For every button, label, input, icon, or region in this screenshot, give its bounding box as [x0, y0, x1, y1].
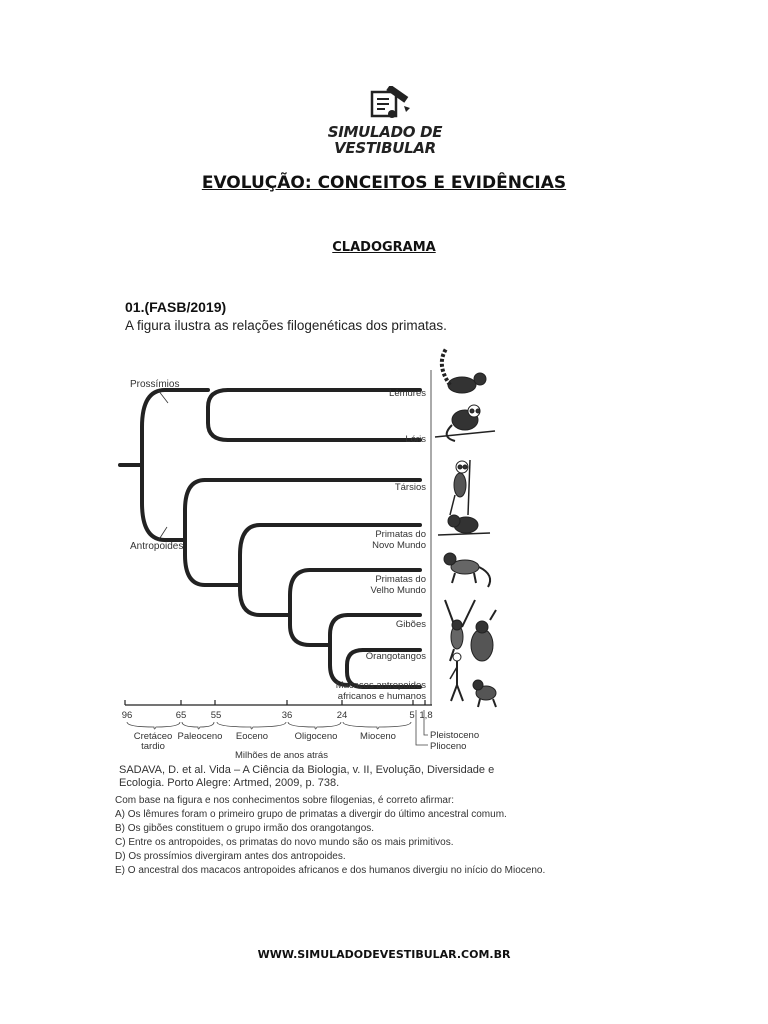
- logo-text-line1: SIMULADO DE: [327, 123, 443, 141]
- taxon-tarsiers: Társios: [394, 482, 426, 493]
- logo-text-line2: VESTIBULAR: [334, 139, 436, 157]
- group-label-anthropoids: Antropoides: [130, 541, 184, 552]
- tick-24: 24: [336, 710, 348, 721]
- page-title: EVOLUÇÃO: CONCEITOS E EVIDÊNCIAS: [201, 173, 567, 193]
- orangutan-icon: [471, 610, 496, 661]
- loris-icon: [435, 405, 495, 441]
- option-b: B) Os gibões constituem o grupo irmão dos orangotangos.: [115, 823, 375, 834]
- question-number: 01.(FASB/2019): [125, 299, 227, 315]
- simian-node: [205, 525, 260, 615]
- epoch-pleistocene: Pleistoceno: [430, 730, 480, 741]
- lemur-icon: [442, 349, 486, 393]
- option-c: C) Entre os antropoides, os primatas do novo mundo são os mais primitivos.: [115, 837, 454, 848]
- tick-96: 96: [121, 710, 133, 721]
- cladogram-figure: [110, 345, 510, 760]
- taxon-orangutans: Orangotangos: [365, 651, 426, 662]
- option-e: E) O ancestral dos macacos antropoides africanos e dos humanos divergiu no início do Mioceno.: [115, 865, 546, 876]
- root-node-branch: [142, 390, 165, 540]
- taxon-lorises: Lóris: [405, 434, 426, 445]
- epoch-eocene: Eoceno: [235, 731, 269, 742]
- epoch-late-cretaceous-line1: Cretáceo: [133, 731, 173, 742]
- new-world-monkey-icon: [438, 515, 490, 535]
- ape-node: [310, 615, 348, 685]
- chimpanzee-icon: [473, 680, 496, 707]
- epoch-miocene: Mioceno: [360, 731, 396, 742]
- taxon-new-world-primates-line2: Novo Mundo: [372, 540, 426, 551]
- group-label-prosimians: Prossímios: [130, 379, 180, 390]
- citation-line2: Ecologia. Porto Alegre: Artmed, 2009, p. 738.: [119, 777, 340, 789]
- taxon-gibbons: Gibões: [395, 619, 426, 630]
- human-icon: [450, 653, 463, 701]
- epoch-oligocene: Oligoceno: [294, 731, 338, 742]
- question-prompt: Com base na figura e nos conhecimentos sobre filogenias, é correto afirmar:: [115, 795, 455, 806]
- time-axis-label: Milhões de anos atrás: [235, 750, 328, 760]
- epoch-pliocene: Plioceno: [430, 741, 467, 752]
- old-world-monkey-icon: [444, 553, 490, 587]
- section-title: CLADOGRAMA: [332, 240, 436, 255]
- taxon-african-apes-humans-line1: Macacos antropoides: [335, 680, 426, 691]
- gibbon-icon: [445, 600, 475, 661]
- citation-line1: SADAVA, D. et al. Vida – A Ciência da Biologia, v. II, Evolução, Diversidade e: [119, 764, 495, 776]
- tarsier-icon: [450, 460, 470, 515]
- catarrhine-node: [260, 570, 310, 645]
- certificate-pen-icon: [318, 86, 452, 122]
- option-a: A) Os lêmures foram o primeiro grupo de primatas a divergir do último ancestral comum.: [115, 809, 507, 820]
- tick-55: 55: [210, 710, 222, 721]
- anthropoid-node: [185, 480, 205, 585]
- taxon-lemurs: Lêmures: [389, 388, 426, 399]
- tick-1-8: 1,8: [419, 710, 433, 721]
- footer-url: WWW.SIMULADODEVESTIBULAR.COM.BR: [257, 948, 511, 961]
- tick-5: 5: [409, 710, 415, 721]
- taxon-old-world-primates-line2: Velho Mundo: [370, 585, 426, 596]
- taxon-old-world-primates-line1: Primatas do: [375, 574, 426, 585]
- tick-36: 36: [281, 710, 293, 721]
- question-intro: A figura ilustra as relações filogenéticas dos primatas.: [125, 318, 447, 333]
- figure-citation: [119, 764, 514, 790]
- taxon-new-world-primates-line1: Primatas do: [375, 529, 426, 540]
- site-logo: [318, 86, 452, 156]
- tick-65: 65: [175, 710, 187, 721]
- epoch-paleocene: Paleoceno: [177, 731, 223, 742]
- lemur-loris-node: [208, 390, 228, 440]
- taxon-african-apes-humans-line2: africanos e humanos: [337, 691, 426, 702]
- option-d: D) Os prossímios divergiram antes dos antropoides.: [115, 851, 346, 862]
- epoch-late-cretaceous-line2: tardio: [141, 741, 165, 752]
